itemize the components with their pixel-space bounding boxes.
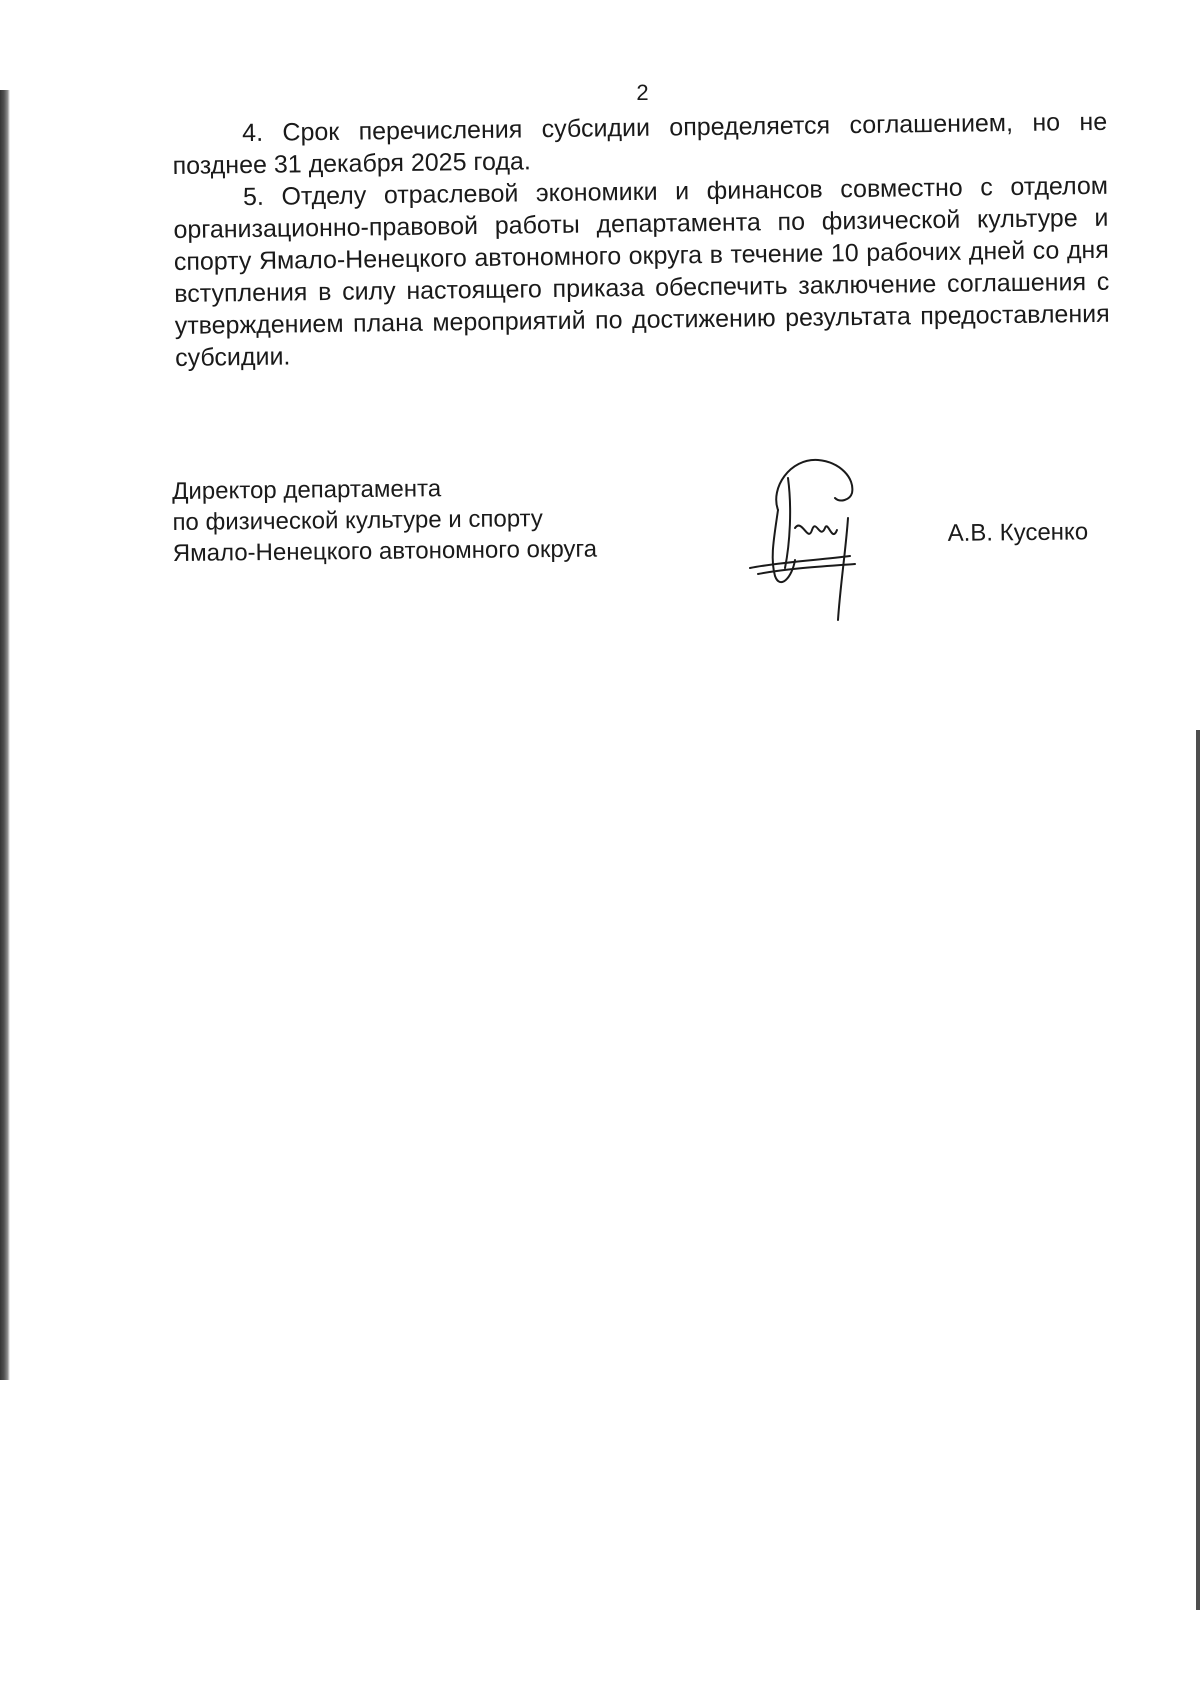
- scan-edge-left: [0, 90, 10, 1380]
- paragraph-5: 5. Отделу отраслевой экономики и финансов совместно с отделом организационно-правовой работы департамента по физической культуре и спорту Ямало-Ненецкого автономного округа в течение 10 рабочих дней со дня вступления в силу настоящего приказа обеспечить заключение соглашения с утверждением плана мероприятий по достижению результата предоставления субсидии.: [173, 171, 1110, 372]
- document-body: [172, 106, 1110, 374]
- handwritten-signature-icon: [740, 448, 880, 628]
- page-number: 2: [636, 80, 649, 105]
- signatory-position-line-1: Директор департамента: [172, 475, 442, 505]
- signatory-position: [172, 472, 597, 569]
- signature-block: [172, 466, 1109, 636]
- scan-edge-right: [1196, 730, 1200, 1610]
- signatory-name: А.В. Кусенко: [947, 518, 1089, 547]
- paragraph-4: 4. Срок перечисления субсидии определяется соглашением, но не позднее 31 декабря 2025 года.: [172, 107, 1108, 180]
- signatory-position-line-3: Ямало-Ненецкого автономного округа: [172, 535, 598, 567]
- signatory-position-line-2: по физической культуре и спорту: [172, 505, 543, 536]
